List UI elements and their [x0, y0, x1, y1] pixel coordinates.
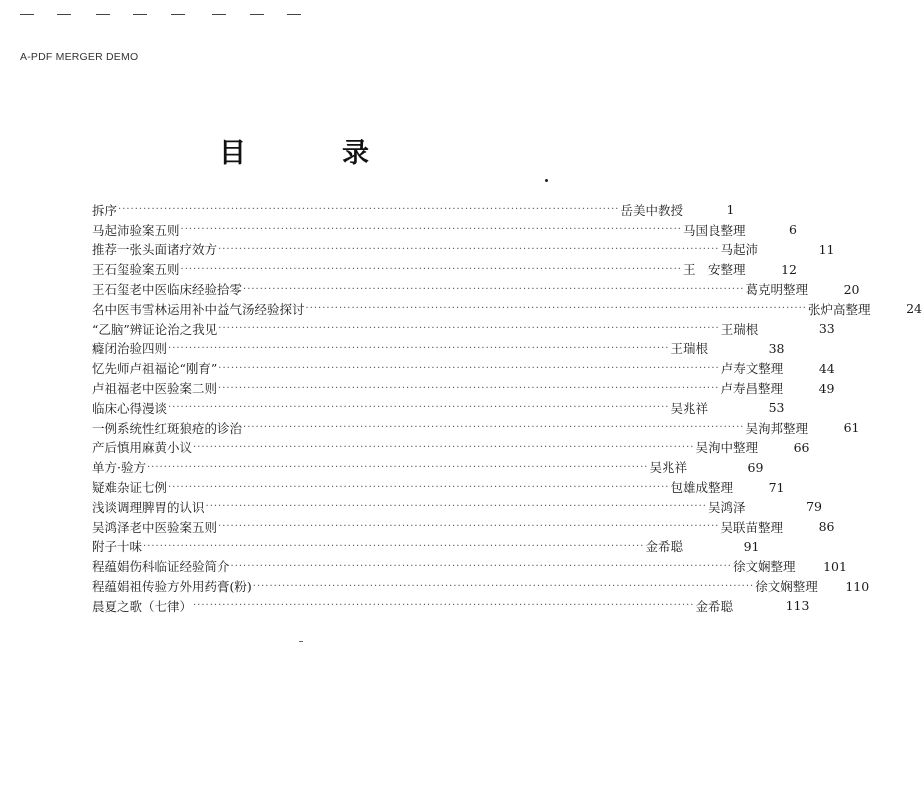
toc-entry — [92, 398, 785, 418]
toc-dot-leader: ························································································································ — [180, 263, 682, 275]
toc-entry-title: 临床心得漫谈 — [92, 400, 168, 416]
toc-entry-author: 吴兆祥 — [670, 400, 708, 416]
toc-dot-leader: ························································································································ — [218, 521, 720, 533]
toc-entry-author: 张炉高整理 — [807, 301, 871, 317]
toc-entry-author: 卢寿昌整理 — [720, 381, 783, 397]
toc-entry-title: 晨夏之歌（七律） — [92, 598, 193, 614]
toc-entry — [92, 556, 847, 576]
toc-entry-title: 程蕴娟伤科临证经验简介 — [92, 559, 230, 575]
toc-entry — [92, 299, 922, 319]
toc-entry-page: 71 — [768, 479, 785, 495]
toc-entry-title: 癃闭治验四则 — [92, 341, 168, 357]
toc-entry-author: 岳美中教授 — [620, 202, 683, 218]
toc-entry-author: 葛克明整理 — [745, 282, 808, 298]
toc-entry-author: 吴洵中整理 — [695, 440, 758, 456]
toc-entry-title: 浅谈调理脾胃的认识 — [92, 499, 205, 515]
toc-entry-author: 马起沛 — [720, 242, 758, 258]
toc-entry-page: 24 — [906, 301, 922, 317]
toc-entry-page: 44 — [818, 360, 835, 376]
toc-entry-author: 徐文娴整理 — [755, 579, 818, 595]
toc-dot-leader: ························································································································ — [118, 204, 620, 216]
toc-entry-author: 王 安整理 — [682, 262, 746, 278]
toc-entry — [92, 596, 810, 616]
toc-entry-title: “乙脑”辨证论治之我见 — [92, 321, 218, 337]
toc-dot-leader: ························································································································ — [168, 342, 670, 354]
toc-entry-title: 推荐一张头面诸疗效方 — [92, 242, 218, 258]
toc-entry-title: 一例系统性红斑狼疮的诊治 — [92, 420, 243, 436]
toc-entry-page: 113 — [785, 598, 810, 614]
toc-entry — [92, 240, 835, 260]
toc-entry-title: 程蕴娟祖传验方外用药膏(粉) — [92, 579, 252, 595]
watermark-text: A-PDF MERGER DEMO — [20, 51, 139, 63]
toc-entry-page: 49 — [818, 380, 835, 396]
toc-dot-leader: ························································································································ — [252, 580, 755, 592]
toc-dot-leader: ························································································································ — [168, 402, 670, 414]
toc-dot-leader: ························································································································ — [143, 540, 645, 552]
toc-entry — [92, 497, 822, 517]
toc-entry — [92, 537, 760, 557]
scan-speck — [545, 179, 548, 182]
toc-entry — [92, 259, 797, 279]
toc-entry — [92, 220, 797, 240]
toc-entry-title: 名中医韦雪林运用补中益气汤经验探讨 — [92, 301, 305, 317]
toc-dot-leader: ························································································································ — [193, 600, 695, 612]
toc-entry — [92, 378, 835, 398]
scan-speck-bottom — [299, 641, 303, 642]
toc-dot-leader: ························································································································ — [243, 283, 745, 295]
toc-entry-page: 33 — [818, 321, 835, 337]
toc-entry-page: 79 — [806, 499, 822, 515]
toc-entry-page: 38 — [768, 340, 785, 356]
toc-entry — [92, 319, 835, 339]
toc-entry-title: 忆先师卢祖福论“刚育” — [92, 361, 218, 377]
toc-entry-author: 吴兆祥 — [649, 460, 687, 476]
toc-entry — [92, 477, 785, 497]
toc-dot-leader: ························································································································ — [193, 441, 695, 453]
toc-dot-leader: ························································································································ — [218, 362, 720, 374]
toc-entry-title: 吴鸿泽老中医验案五则 — [92, 519, 218, 535]
toc-entry-author: 徐文娴整理 — [732, 559, 796, 575]
toc-dot-leader: ························································································································ — [305, 303, 807, 315]
toc-entry-title: 卢祖福老中医验案二则 — [92, 381, 218, 397]
scan-top-dashes — [20, 12, 320, 18]
toc-entry-title: 附子十味 — [92, 539, 143, 555]
toc-entry — [92, 517, 835, 537]
toc-dot-leader: ························································································································ — [218, 382, 720, 394]
toc-entry-page: 110 — [845, 578, 870, 594]
toc-entry — [92, 576, 870, 596]
toc-entry-author: 马国良整理 — [682, 222, 746, 238]
toc-dot-leader: ························································································································ — [230, 560, 732, 572]
toc-entry-title: 马起沛验案五则 — [92, 222, 180, 238]
toc-entry-page: 66 — [793, 439, 810, 455]
toc-dot-leader: ························································································································ — [218, 323, 720, 335]
toc-entry-title: 王石玺验案五则 — [92, 262, 180, 278]
toc-entry — [92, 457, 764, 477]
toc-entry-title: 单方·验方 — [92, 460, 146, 476]
toc-entry-author: 王瑞根 — [720, 321, 759, 337]
toc-entry-author: 吴联苗整理 — [720, 519, 783, 535]
toc-entry-page: 61 — [843, 420, 860, 436]
toc-entry-author: 吴鸿泽 — [707, 499, 746, 515]
page-title-char-1: 目 — [219, 138, 246, 169]
toc-entry-page: 20 — [843, 281, 860, 297]
toc-entry-title: 王石玺老中医临床经验拾零 — [92, 282, 243, 298]
toc-entry-page: 6 — [789, 222, 797, 238]
toc-entry-author: 金希聪 — [645, 539, 683, 555]
toc-entry-title: 拆序 — [92, 202, 118, 218]
toc-entry-page: 101 — [823, 558, 847, 574]
toc-entry-author: 卢寿文整理 — [720, 361, 784, 377]
toc-dot-leader: ························································································································ — [243, 422, 745, 434]
toc-entry-page: 11 — [818, 241, 835, 257]
table-of-contents — [92, 200, 922, 616]
toc-entry-author: 吴洵邦整理 — [745, 420, 808, 436]
toc-entry-title: 产后慎用麻黄小议 — [92, 440, 193, 456]
toc-dot-leader: ························································································································ — [146, 461, 649, 473]
toc-entry-page: 12 — [781, 261, 797, 277]
toc-entry-author: 金希聪 — [695, 598, 733, 614]
toc-dot-leader: ························································································································ — [205, 501, 707, 513]
toc-entry-page: 91 — [743, 538, 760, 554]
toc-entry — [92, 438, 810, 458]
toc-dot-leader: ························································································································ — [180, 224, 682, 236]
toc-entry-page: 1 — [726, 202, 735, 218]
toc-entry-page: 69 — [747, 459, 764, 475]
toc-entry — [92, 418, 860, 438]
toc-entry-title: 疑难杂证七例 — [92, 480, 168, 496]
toc-entry-author: 包雄成整理 — [670, 480, 733, 496]
toc-entry-page: 86 — [818, 519, 835, 535]
toc-entry — [92, 358, 835, 378]
toc-entry-author: 王瑞根 — [670, 341, 708, 357]
toc-entry — [92, 339, 785, 359]
page-title-char-2: 录 — [342, 138, 369, 169]
toc-dot-leader: ························································································································ — [168, 481, 670, 493]
page-title — [0, 131, 612, 171]
toc-dot-leader: ························································································································ — [218, 243, 720, 255]
toc-entry-page: 53 — [768, 400, 785, 416]
toc-entry — [92, 279, 860, 299]
toc-entry — [92, 200, 735, 220]
